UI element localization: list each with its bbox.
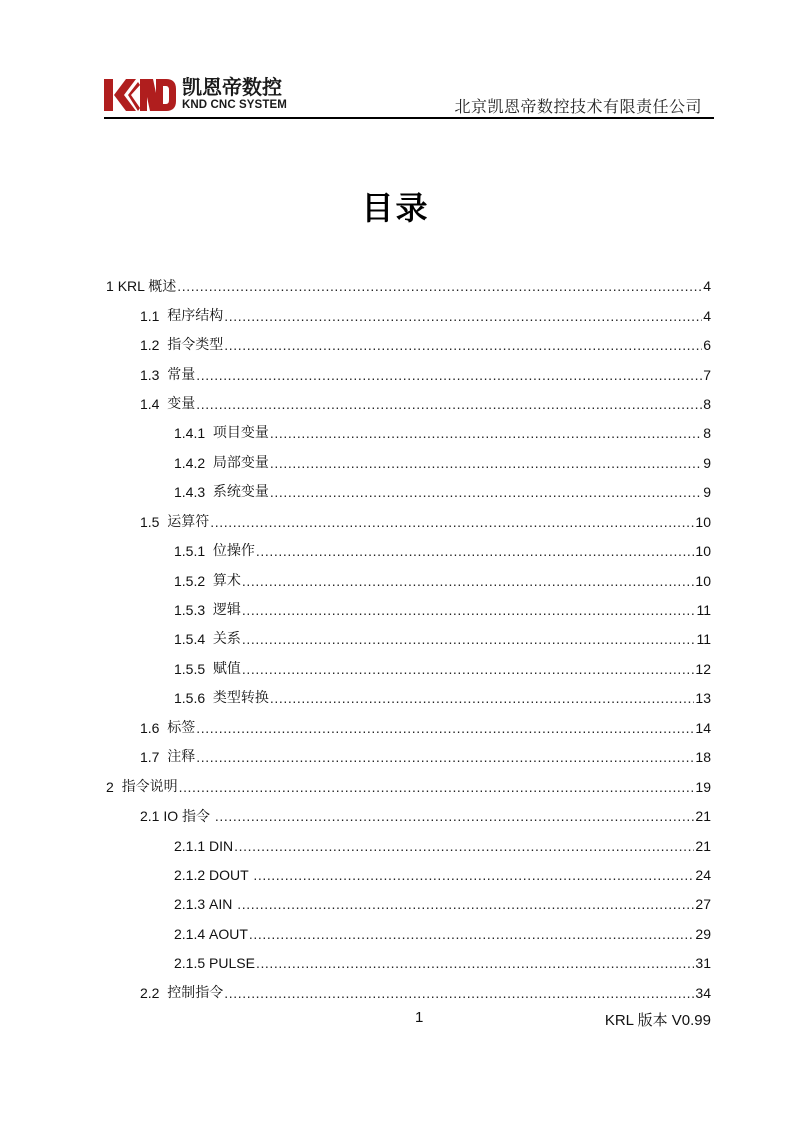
toc-entry-number: 1.5.5 — [174, 660, 213, 677]
page-header — [104, 74, 714, 120]
toc-entry[interactable] — [106, 301, 711, 330]
toc-entry[interactable] — [106, 684, 711, 713]
toc-entry-number: 2.1.1 — [174, 837, 210, 854]
toc-entry-page: 21 — [695, 808, 711, 825]
toc-entry-number: 1.4.1 — [174, 425, 213, 442]
toc-dot-leader — [256, 537, 695, 566]
toc-entry-page: 21 — [695, 837, 711, 854]
toc-dot-leader — [196, 361, 702, 390]
toc-entry[interactable] — [106, 890, 711, 919]
toc-entry-number: 2.1.2 — [174, 866, 210, 883]
toc-entry-number: 1.4 — [140, 395, 168, 412]
toc-entry[interactable] — [106, 390, 711, 419]
toc-dot-leader — [237, 890, 694, 919]
toc-entry-page: 11 — [696, 602, 711, 619]
toc-dot-leader — [270, 684, 695, 713]
page-title: 目录 — [361, 189, 430, 227]
toc-entry[interactable] — [106, 508, 711, 537]
toc-entry[interactable] — [106, 979, 711, 1008]
toc-entry-page: 14 — [695, 719, 711, 736]
toc-dot-leader — [196, 390, 702, 419]
toc-entry-number: 2.2 — [140, 984, 168, 1001]
toc-dot-leader — [234, 832, 694, 861]
toc-entry-page: 12 — [695, 660, 711, 677]
toc-entry-page: 4 — [703, 307, 711, 324]
toc-entry-number: 2.1.3 — [174, 896, 210, 913]
toc-entry-page: 11 — [696, 631, 711, 648]
toc-entry-label: 标签 — [167, 719, 196, 736]
toc-entry-page: 7 — [703, 366, 711, 383]
toc-entry-number: 1.5.6 — [174, 690, 213, 707]
toc-dot-leader — [177, 272, 702, 301]
toc-entry-number: 1.5.2 — [174, 572, 213, 589]
toc-entry-number: 1.5.1 — [174, 543, 213, 560]
toc-entry-page: 18 — [695, 749, 711, 766]
toc-entry-label: 关系 — [212, 631, 241, 648]
toc-entry-label: 控制指令 — [167, 984, 224, 1001]
toc-entry-number: 1.3 — [140, 366, 168, 383]
toc-dot-leader — [224, 331, 702, 360]
toc-dot-leader — [224, 302, 702, 331]
toc-entry[interactable] — [106, 566, 711, 595]
toc-dot-leader — [256, 949, 694, 978]
toc-entry-number: 1.4.3 — [174, 484, 213, 501]
toc-dot-leader — [196, 714, 694, 743]
toc-dot-leader — [242, 596, 696, 625]
toc-entry-label: 变量 — [167, 395, 196, 412]
knd-logo-mark-icon — [104, 79, 176, 111]
toc-entry-page: 9 — [703, 454, 711, 471]
toc-entry[interactable] — [106, 478, 711, 507]
toc-entry-label: 算术 — [212, 572, 241, 589]
toc-entry-page: 10 — [695, 543, 711, 560]
header-divider — [104, 117, 714, 119]
toc-dot-leader — [249, 920, 695, 949]
toc-entry[interactable] — [106, 772, 711, 801]
toc-entry-number: 1.7 — [140, 749, 168, 766]
toc-entry[interactable] — [106, 655, 711, 684]
toc-entry-label: 指令说明 — [121, 778, 178, 795]
toc-entry-page: 8 — [703, 425, 711, 442]
toc-entry-number: 2.1.4 — [174, 925, 210, 942]
company-name: 北京凯恩帝数控技术有限责任公司 — [454, 97, 702, 116]
toc-dot-leader — [270, 449, 702, 478]
toc-entry[interactable] — [106, 920, 711, 949]
toc-dot-leader — [270, 419, 702, 448]
version-prefix: KRL — [604, 1012, 638, 1029]
toc-entry[interactable] — [106, 537, 711, 566]
toc-dot-leader — [270, 478, 702, 507]
toc-entry[interactable] — [106, 861, 711, 890]
toc-entry-page: 29 — [695, 925, 711, 942]
toc-entry[interactable] — [106, 596, 711, 625]
logo-name-cn: 凯恩帝数控 — [182, 75, 282, 99]
toc-entry-page: 24 — [695, 866, 711, 883]
toc-entry-label: KRL 概述 — [117, 278, 177, 295]
toc-entry-label: 项目变量 — [212, 425, 269, 442]
toc-entry-page: 8 — [703, 395, 711, 412]
toc-dot-leader — [242, 567, 695, 596]
toc-entry[interactable] — [106, 831, 711, 860]
toc-entry-label: 逻辑 — [212, 602, 241, 619]
toc-entry-label: DOUT — [209, 866, 253, 883]
toc-entry-page: 4 — [703, 278, 711, 295]
toc-dot-leader — [242, 655, 695, 684]
toc-entry-number: 1.2 — [140, 337, 168, 354]
toc-entry-label: 位操作 — [212, 543, 255, 560]
toc-entry-number: 2.1.5 — [174, 955, 210, 972]
toc-entry-page: 13 — [695, 690, 711, 707]
toc-entry[interactable] — [106, 449, 711, 478]
toc-entry-number: 2.1 — [140, 808, 164, 825]
version-number: V0.99 — [667, 1012, 711, 1029]
toc-entry-label: 类型转换 — [212, 690, 269, 707]
version-label: 版本 — [637, 1011, 668, 1029]
toc-entry-page: 9 — [703, 484, 711, 501]
toc-entry[interactable] — [106, 802, 711, 831]
toc-entry-label: AIN — [209, 896, 237, 913]
toc-entry[interactable] — [106, 331, 711, 360]
toc-entry-page: 19 — [695, 778, 711, 795]
toc-dot-leader — [253, 861, 694, 890]
toc-entry[interactable] — [106, 360, 711, 389]
toc-entry-number: 1.5 — [140, 513, 168, 530]
toc-entry-number: 1.1 — [140, 307, 168, 324]
table-of-contents — [106, 272, 711, 1008]
toc-entry[interactable] — [106, 714, 711, 743]
toc-entry-label: 注释 — [167, 749, 196, 766]
toc-entry-page: 34 — [695, 984, 711, 1001]
toc-entry-page: 6 — [703, 337, 711, 354]
toc-entry-label: 指令类型 — [167, 337, 224, 354]
toc-entry-label: PULSE — [209, 955, 255, 972]
toc-entry-label: 赋值 — [212, 660, 241, 677]
toc-entry-page: 31 — [695, 955, 711, 972]
toc-dot-leader — [210, 508, 694, 537]
toc-entry[interactable] — [106, 625, 711, 654]
toc-dot-leader — [196, 743, 694, 772]
toc-entry[interactable] — [106, 419, 711, 448]
toc-entry[interactable] — [106, 949, 711, 978]
toc-entry-label: 局部变量 — [212, 454, 269, 471]
toc-dot-leader — [224, 979, 694, 1008]
toc-dot-leader — [179, 773, 695, 802]
toc-entry[interactable] — [106, 272, 711, 301]
logo-name-en: KND CNC SYSTEM — [182, 99, 287, 111]
toc-entry-number: 1.5.3 — [174, 602, 213, 619]
toc-entry-number: 1.5.4 — [174, 631, 213, 648]
toc-entry-page: 10 — [695, 572, 711, 589]
footer-version — [605, 1009, 711, 1030]
toc-entry-number: 1 — [106, 278, 118, 295]
toc-entry-number: 2 — [106, 778, 122, 795]
toc-dot-leader — [242, 625, 696, 654]
toc-entry-label: 常量 — [167, 366, 196, 383]
toc-entry-label: DIN — [209, 837, 234, 854]
footer-page-number: 1 — [415, 1009, 424, 1026]
toc-entry-label: 运算符 — [167, 513, 210, 530]
knd-logo — [104, 77, 299, 115]
toc-entry-label: AOUT — [209, 925, 248, 942]
toc-entry-number: 1.4.2 — [174, 454, 213, 471]
toc-entry[interactable] — [106, 743, 711, 772]
toc-entry-label: 程序结构 — [167, 307, 224, 324]
toc-entry-label: 系统变量 — [212, 484, 269, 501]
toc-entry-page: 27 — [695, 896, 711, 913]
toc-entry-label: IO 指令 — [163, 808, 214, 825]
toc-entry-number: 1.6 — [140, 719, 168, 736]
toc-dot-leader — [215, 802, 695, 831]
toc-entry-page: 10 — [695, 513, 711, 530]
